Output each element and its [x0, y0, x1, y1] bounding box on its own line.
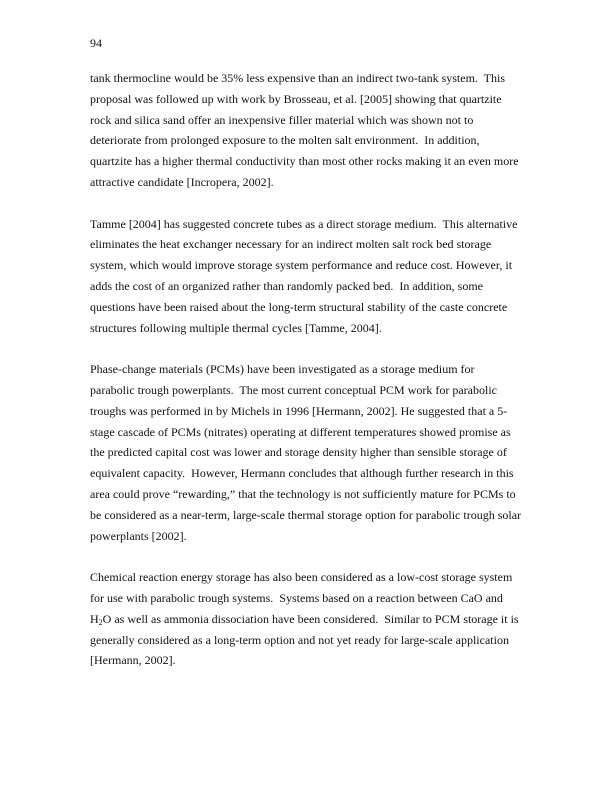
subscript-2: 2: [98, 617, 103, 627]
text-line: stage cascade of PCMs (nitrates) operating at different temperatures showed promise as: [90, 424, 511, 439]
text-line: equivalent capacity. However, Hermann concludes that although further research in this: [90, 466, 514, 481]
text-line: [Hermann, 2002].: [90, 653, 176, 668]
text-line: generally considered as a long-term option and not yet ready for large-scale application: [90, 632, 509, 647]
text-line: deteriorate from prolonged exposure to the molten salt environment. In addition,: [90, 133, 480, 148]
paragraph-thermocline: [90, 68, 522, 193]
text-line: the predicted capital cost was lower and storage density higher than sensible storage of: [90, 445, 507, 460]
paragraph-chemical-reaction-storage: [90, 567, 522, 671]
text-line: quartzite has a higher thermal conductivity than most other rocks making it an even more: [90, 154, 519, 169]
text-line: for use with parabolic trough systems. Systems based on a reaction between CaO and: [90, 590, 503, 605]
text-line: eliminates the heat exchanger necessary for an indirect molten salt rock bed storage: [90, 237, 492, 252]
text-line: rock and silica sand offer an inexpensive filler material which was shown not to: [90, 112, 474, 127]
text-line: questions have been raised about the long-term structural stability of the caste concrete: [90, 299, 508, 314]
text-line: troughs was performed in by Michels in 1996 [Hermann, 2002]. He suggested that a 5-: [90, 403, 508, 418]
text-line: parabolic trough powerplants. The most current conceptual PCM work for parabolic: [90, 382, 497, 397]
text-line: Chemical reaction energy storage has also been considered as a low-cost storage system: [90, 570, 513, 585]
text-line: attractive candidate [Incropera, 2002].: [90, 174, 274, 189]
paragraph-phase-change-materials: [90, 359, 522, 546]
text-line: be considered as a near-term, large-scale thermal storage option for parabolic trough solar: [90, 507, 522, 522]
text-line: structures following multiple thermal cycles [Tamme, 2004].: [90, 320, 382, 335]
text-line: powerplants [2002].: [90, 528, 187, 543]
text-line: area could prove “rewarding,” that the technology is not sufficiently mature for PCMs to: [90, 486, 516, 501]
body-text: [90, 68, 522, 692]
page-number: 94: [90, 36, 102, 50]
text-line-h2o: $H_2O$ as well as ammonia dissociation have been considered. Similar to PCM storage it is: [90, 611, 519, 627]
text-line: tank thermocline would be 35% less expensive than an indirect two-tank system. This: [90, 71, 506, 85]
text-line: Phase-change materials (PCMs) have been investigated as a storage medium for: [90, 362, 475, 377]
text-line: adds the cost of an organized rather than randomly packed bed. In addition, some: [90, 278, 483, 293]
text-line: Tamme [2004] has suggested concrete tubes as a direct storage medium. This alternative: [90, 216, 518, 231]
text-line: system, which would improve storage system performance and reduce cost. However, it: [90, 258, 513, 273]
paragraph-concrete-tubes: [90, 214, 522, 339]
text-line: proposal was followed up with work by Brosseau, et al. [2005] showing that quartzite: [90, 91, 502, 106]
